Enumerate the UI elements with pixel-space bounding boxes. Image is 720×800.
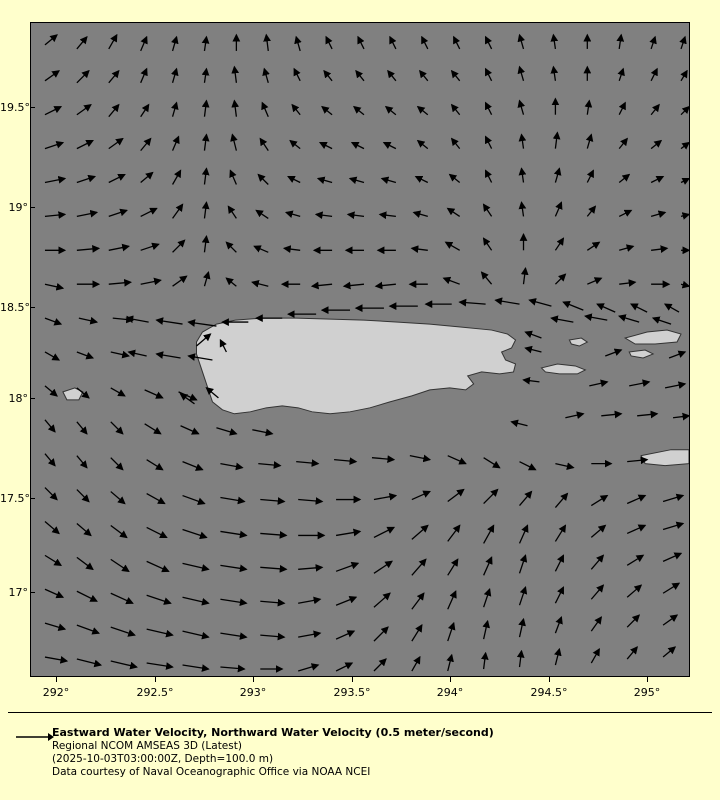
legend-divider (8, 712, 712, 713)
y-tick-label-2: 18.5° (0, 301, 30, 314)
x-tick-mark-2 (253, 677, 254, 682)
map-plot-area[interactable] (30, 22, 690, 677)
y-tick-mark-2 (30, 307, 35, 308)
x-tick-mark-6 (647, 677, 648, 682)
y-tick-label-0: 19.5° (0, 101, 30, 114)
x-tick-mark-1 (155, 677, 156, 682)
y-tick-label-4: 17.5° (0, 492, 30, 505)
x-tick-label-0: 292° (42, 686, 70, 699)
y-tick-label-5: 17° (8, 586, 28, 599)
x-tick-label-2: 293° (239, 686, 267, 699)
x-tick-label-6: 295° (633, 686, 661, 699)
y-tick-mark-4 (30, 498, 35, 499)
y-tick-mark-1 (30, 207, 35, 208)
y-tick-mark-3 (30, 398, 35, 399)
y-tick-label-1: 19° (8, 201, 28, 214)
x-tick-label-1: 292.5° (136, 686, 174, 699)
x-tick-label-5: 294.5° (530, 686, 568, 699)
x-tick-mark-3 (352, 677, 353, 682)
x-tick-mark-0 (56, 677, 57, 682)
legend-line-2: Regional NCOM AMSEAS 3D (Latest) (52, 740, 242, 752)
y-tick-mark-0 (30, 107, 35, 108)
legend-text-block (52, 726, 692, 779)
y-tick-mark-5 (30, 592, 35, 593)
legend-line-3: (2025-10-03T03:00:00Z, Depth=100.0 m) (52, 753, 274, 765)
current-vector-field (31, 23, 689, 676)
legend-title: Eastward Water Velocity, Northward Water Velocity (0.5 meter/second) (52, 726, 494, 739)
x-tick-label-4: 294° (436, 686, 464, 699)
vector-arrow-icon (14, 730, 54, 744)
x-tick-mark-4 (450, 677, 451, 682)
legend-panel (0, 712, 720, 800)
legend-line-4: Data courtesy of Naval Oceanographic Office via NOAA NCEI (52, 766, 371, 778)
x-tick-label-3: 293.5° (333, 686, 371, 699)
y-tick-label-3: 18° (8, 392, 28, 405)
x-tick-mark-5 (549, 677, 550, 682)
